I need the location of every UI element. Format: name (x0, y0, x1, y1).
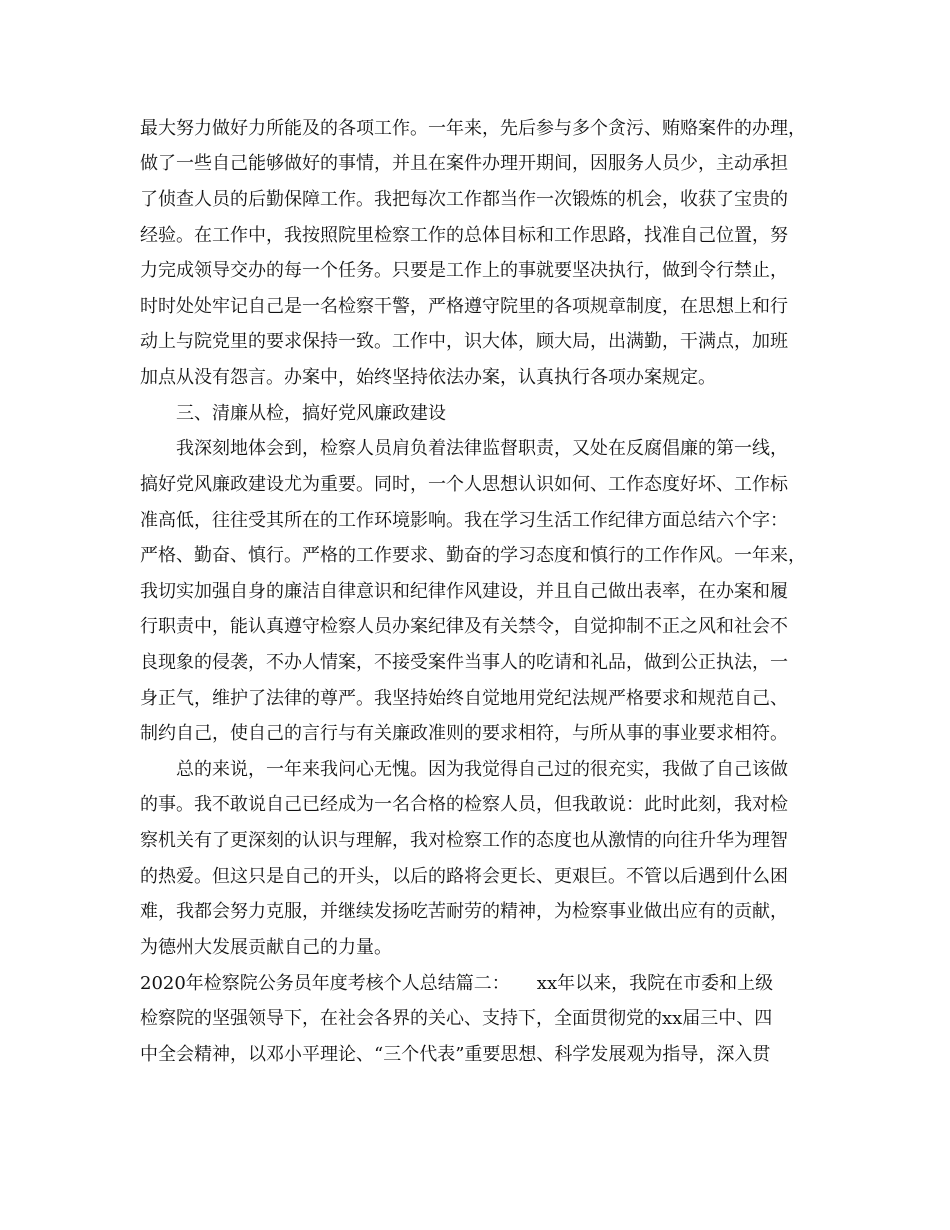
text-line: 做了一些自己能够做好的事情，并且在案件办理开期间，因服务人员少，主动承担 (140, 153, 788, 174)
text-line: 的事。我不敢说自己已经成为一名合格的检察人员，但我敢说：此时此刻，我对检 (140, 794, 788, 815)
text-line: 加点从没有怨言。办案中，始终坚持依法办案，认真执行各项办案规定。 (140, 367, 716, 388)
text-line: 时时处处牢记自己是一名检察干警，严格遵守院里的各项规章制度，在思想上和行 (140, 296, 788, 317)
text-line: 的热爱。但这只是自己的开头，以后的路将会更长、更艰巨。不管以后遇到什么困 (140, 866, 788, 887)
text-line: 察机关有了更深刻的认识与理解，我对检察工作的态度也从激情的向往升华为理智 (140, 830, 788, 851)
text-line: 检察院的坚强领导下，在社会各界的关心、支持下，全面贯彻党的xx届三中、四 (140, 1008, 773, 1029)
text-line: 为德州大发展贡献自己的力量。 (140, 937, 392, 958)
text-line: 严格、勤奋、慎行。严格的工作要求、勤奋的学习态度和慎行的工作作风。一年来， (140, 545, 806, 566)
text-line: 动上与院党里的要求保持一致。工作中，识大体，顾大局，出满勤，干满点，加班 (140, 331, 788, 352)
section-heading: 三、清廉从检，搞好党风廉政建设 (176, 403, 446, 424)
text-line: 经验。在工作中，我按照院里检察工作的总体目标和工作思路，找准自己位置，努 (140, 225, 788, 246)
text-line: 总的来说，一年来我问心无愧。因为我觉得自己过的很充实，我做了自己该做 (176, 759, 788, 780)
text-line: 中全会精神，以邓小平理论、“三个代表”重要思想、科学发展观为指导，深入贯 (140, 1044, 771, 1065)
text-line: 了侦查人员的后勤保障工作。我把每次工作都当作一次锻炼的机会，收获了宝贵的 (140, 189, 788, 210)
text-line: 我深刻地体会到，检察人员肩负着法律监督职责，又处在反腐倡廉的第一线， (176, 438, 788, 459)
text-line: 难，我都会努力克服，并继续发扬吃苦耐劳的精神，为检察事业做出应有的贡献， (140, 901, 788, 922)
text-line: 准高低，往往受其所在的工作环境影响。我在学习生活工作纪律方面总结六个字： (140, 510, 788, 531)
text-line: 行职责中，能认真遵守检察人员办案纪律及有关禁令，自觉抑制不正之风和社会不 (140, 616, 788, 637)
text-line: 身正气，维护了法律的尊严。我坚持始终自觉地用党纪法规严格要求和规范自己、 (140, 688, 788, 709)
text-line: 最大努力做好力所能及的各项工作。一年来，先后参与多个贪污、贿赂案件的办理， (140, 118, 806, 139)
text-line: 搞好党风廉政建设尤为重要。同时，一个人思想认识如何、工作态度好坏、工作标 (140, 474, 788, 495)
text-line: 我切实加强自身的廉洁自律意识和纪律作风建设，并且自己做出表率，在办案和履 (140, 581, 788, 602)
text-line: 力完成领导交办的每一个任务。只要是工作上的事就要坚决执行，做到令行禁止， (140, 260, 788, 281)
text-line: 良现象的侵袭，不办人情案，不接受案件当事人的吃请和礼品，做到公正执法，一 (140, 652, 788, 673)
text-line: 制约自己，使自己的言行与有关廉政准则的要求相符，与所从事的事业要求相符。 (140, 723, 788, 744)
text-line: 2020年检察院公务员年度考核个人总结篇二： xx年以来，我院在市委和上级 (140, 973, 774, 994)
